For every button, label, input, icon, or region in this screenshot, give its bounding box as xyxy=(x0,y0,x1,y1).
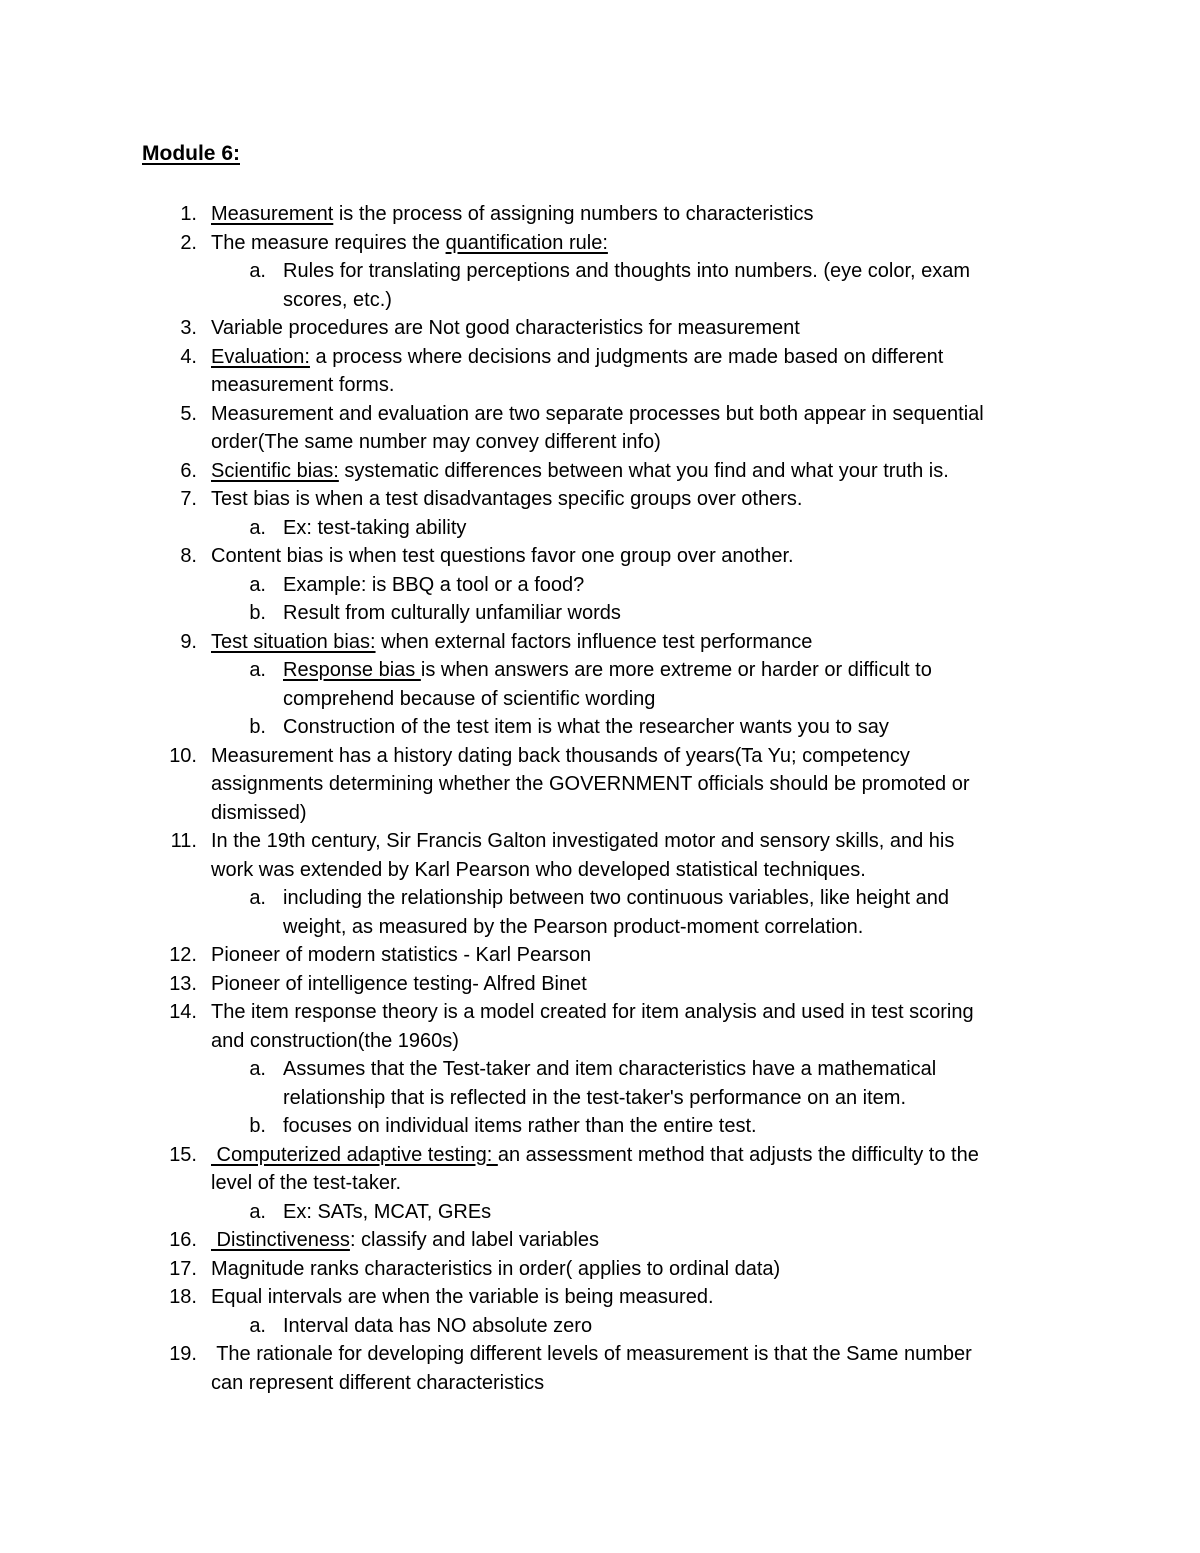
list-item-text: Assumes that the Test-taker and item characteristics have a mathematical xyxy=(283,1058,937,1080)
list-item-text: focuses on individual items rather than the entire test. xyxy=(283,1115,757,1137)
continuation-line xyxy=(0,1369,1200,1398)
list-item-4 xyxy=(0,343,1200,372)
list-item-text: Interval data has NO absolute zero xyxy=(283,1314,593,1337)
list-marker: a. xyxy=(249,573,266,596)
list-item-2 xyxy=(0,229,1200,258)
list-item-text: The measure requires the quantification rule: xyxy=(211,231,608,254)
list-marker: 16. xyxy=(169,1229,197,1251)
continuation-line xyxy=(0,286,1200,315)
continuation-line xyxy=(0,685,1200,714)
list-item-text: assignments determining whether the GOVERNMENT officials should be promoted or xyxy=(211,773,970,795)
list-item-text: level of the test-taker. xyxy=(211,1172,402,1194)
sub-item-15a xyxy=(0,1198,1200,1227)
list-item-15 xyxy=(0,1141,1200,1170)
list-item-6 xyxy=(0,457,1200,486)
sub-item-14a xyxy=(0,1055,1200,1084)
list-marker: a. xyxy=(249,1314,266,1337)
list-item-text: Pioneer of modern statistics - Karl Pearson xyxy=(211,944,592,966)
sub-item-18a xyxy=(0,1312,1200,1341)
continuation-line xyxy=(0,1169,1200,1198)
list-marker: 14. xyxy=(169,1001,197,1023)
list-item-7 xyxy=(0,485,1200,514)
list-item-14 xyxy=(0,998,1200,1027)
list-item-text: and construction(the 1960s) xyxy=(211,1029,459,1052)
underlined-term: Test situation bias: xyxy=(211,630,376,653)
list-item-17 xyxy=(0,1255,1200,1284)
underlined-term: Scientific bias: xyxy=(211,459,339,482)
list-item-text: order(The same number may convey different info) xyxy=(211,431,661,453)
sub-item-7a xyxy=(0,514,1200,543)
list-item-10 xyxy=(0,742,1200,771)
list-item-text: can represent different characteristics xyxy=(211,1371,545,1394)
list-item-text: Scientific bias: systematic differences between what you find and what your truth is. xyxy=(211,459,949,482)
notes-list xyxy=(0,200,1200,1397)
underlined-term: Evaluation: xyxy=(211,345,310,368)
list-item-text: In the 19th century, Sir Francis Galton investigated motor and sensory skills, and his xyxy=(211,830,955,852)
sub-item-11a xyxy=(0,884,1200,913)
list-marker: 7. xyxy=(180,488,197,510)
list-item-text: Test situation bias: when external factors influence test performance xyxy=(211,630,813,653)
list-marker: 15. xyxy=(169,1143,197,1166)
list-item-text: measurement forms. xyxy=(211,374,395,396)
sub-item-8a xyxy=(0,571,1200,600)
list-item-5 xyxy=(0,400,1200,429)
list-marker: 1. xyxy=(180,203,197,225)
list-item-text: Rules for translating perceptions and thoughts into numbers. (eye color, exam xyxy=(283,260,971,282)
list-item-text: weight, as measured by the Pearson product-moment correlation. xyxy=(283,915,864,938)
continuation-line xyxy=(0,799,1200,828)
list-marker: b. xyxy=(249,716,266,738)
list-item-text: Result from culturally unfamiliar words xyxy=(283,602,621,624)
list-item-13 xyxy=(0,970,1200,999)
list-item-8 xyxy=(0,542,1200,571)
list-item-18 xyxy=(0,1283,1200,1312)
list-item-text: Response bias is when answers are more extreme or harder or difficult to xyxy=(283,659,932,681)
list-item-text: Construction of the test item is what the researcher wants you to say xyxy=(283,716,889,738)
list-item-text: Content bias is when test questions favor one group over another. xyxy=(211,545,794,567)
list-item-text: Measurement and evaluation are two separate processes but both appear in sequential xyxy=(211,402,984,425)
list-marker: a. xyxy=(249,1200,266,1223)
list-item-text: Ex: SATs, MCAT, GREs xyxy=(283,1200,492,1223)
list-marker: a. xyxy=(249,516,266,539)
list-item-text: Measurement has a history dating back thousands of years(Ta Yu; competency xyxy=(211,744,910,767)
underlined-term: quantification rule: xyxy=(445,231,608,254)
list-item-text: Equal intervals are when the variable is being measured. xyxy=(211,1286,714,1308)
list-item-text: Example: is BBQ a tool or a food? xyxy=(283,573,585,596)
continuation-line xyxy=(0,371,1200,400)
list-marker: 13. xyxy=(169,972,197,995)
list-marker: a. xyxy=(249,887,266,909)
list-marker: b. xyxy=(249,1115,266,1137)
list-item-text: including the relationship between two continuous variables, like height and xyxy=(283,887,949,909)
continuation-line xyxy=(0,1027,1200,1056)
page-title: Module 6: xyxy=(142,142,240,165)
list-marker: 3. xyxy=(180,317,197,339)
underlined-term: Computerized adaptive testing: xyxy=(211,1143,498,1166)
list-item-1 xyxy=(0,200,1200,229)
continuation-line xyxy=(0,913,1200,942)
sub-item-14b xyxy=(0,1112,1200,1141)
underlined-term: Measurement xyxy=(211,203,334,225)
list-marker: 9. xyxy=(180,630,197,653)
sub-item-8b xyxy=(0,599,1200,628)
list-item-3 xyxy=(0,314,1200,343)
list-item-text: scores, etc.) xyxy=(283,288,392,311)
list-marker: 6. xyxy=(180,459,197,482)
continuation-line xyxy=(0,428,1200,457)
sub-item-2a xyxy=(0,257,1200,286)
list-marker: 19. xyxy=(169,1343,197,1365)
list-item-text: Variable procedures are Not good characteristics for measurement xyxy=(211,317,800,339)
list-marker: a. xyxy=(249,260,266,282)
list-marker: a. xyxy=(249,1058,266,1080)
list-marker: 2. xyxy=(180,231,197,254)
list-item-text: Pioneer of intelligence testing- Alfred Binet xyxy=(211,972,587,995)
list-item-text: comprehend because of scientific wording xyxy=(283,687,656,710)
list-marker: 5. xyxy=(180,402,197,425)
list-item-text: relationship that is reflected in the test-taker's performance on an item. xyxy=(283,1086,907,1109)
list-item-text: Distinctiveness: classify and label variables xyxy=(211,1229,599,1251)
list-item-text: dismissed) xyxy=(211,801,307,824)
list-item-9 xyxy=(0,628,1200,657)
list-item-19 xyxy=(0,1340,1200,1369)
underlined-term: Response bias xyxy=(283,659,421,681)
continuation-line xyxy=(0,856,1200,885)
list-item-text: Test bias is when a test disadvantages specific groups over others. xyxy=(211,488,803,510)
continuation-line xyxy=(0,770,1200,799)
list-marker: 4. xyxy=(180,345,197,368)
list-marker: 12. xyxy=(169,944,197,966)
continuation-line xyxy=(0,1084,1200,1113)
list-item-text: Magnitude ranks characteristics in order( applies to ordinal data) xyxy=(211,1257,781,1280)
list-marker: a. xyxy=(249,659,266,681)
sub-item-9b xyxy=(0,713,1200,742)
list-item-text: Computerized adaptive testing: an assessment method that adjusts the difficulty to the xyxy=(211,1143,979,1166)
list-item-text: Evaluation: a process where decisions and judgments are made based on different xyxy=(211,345,944,368)
sub-item-9a xyxy=(0,656,1200,685)
underlined-term: Distinctiveness xyxy=(211,1229,350,1251)
list-item-text: work was extended by Karl Pearson who developed statistical techniques. xyxy=(211,858,866,881)
list-marker: 11. xyxy=(170,830,197,852)
list-marker: 10. xyxy=(169,744,197,767)
list-item-text: The item response theory is a model created for item analysis and used in test scoring xyxy=(211,1001,974,1023)
list-marker: b. xyxy=(249,602,266,624)
list-marker: 17. xyxy=(169,1257,197,1280)
list-item-text: The rationale for developing different levels of measurement is that the Same number xyxy=(211,1343,972,1365)
list-item-12 xyxy=(0,941,1200,970)
list-item-16 xyxy=(0,1226,1200,1255)
list-item-11 xyxy=(0,827,1200,856)
list-marker: 18. xyxy=(169,1286,197,1308)
list-item-text: Ex: test-taking ability xyxy=(283,516,467,539)
list-item-text: Measurement is the process of assigning numbers to characteristics xyxy=(211,203,814,225)
list-marker: 8. xyxy=(180,545,197,567)
